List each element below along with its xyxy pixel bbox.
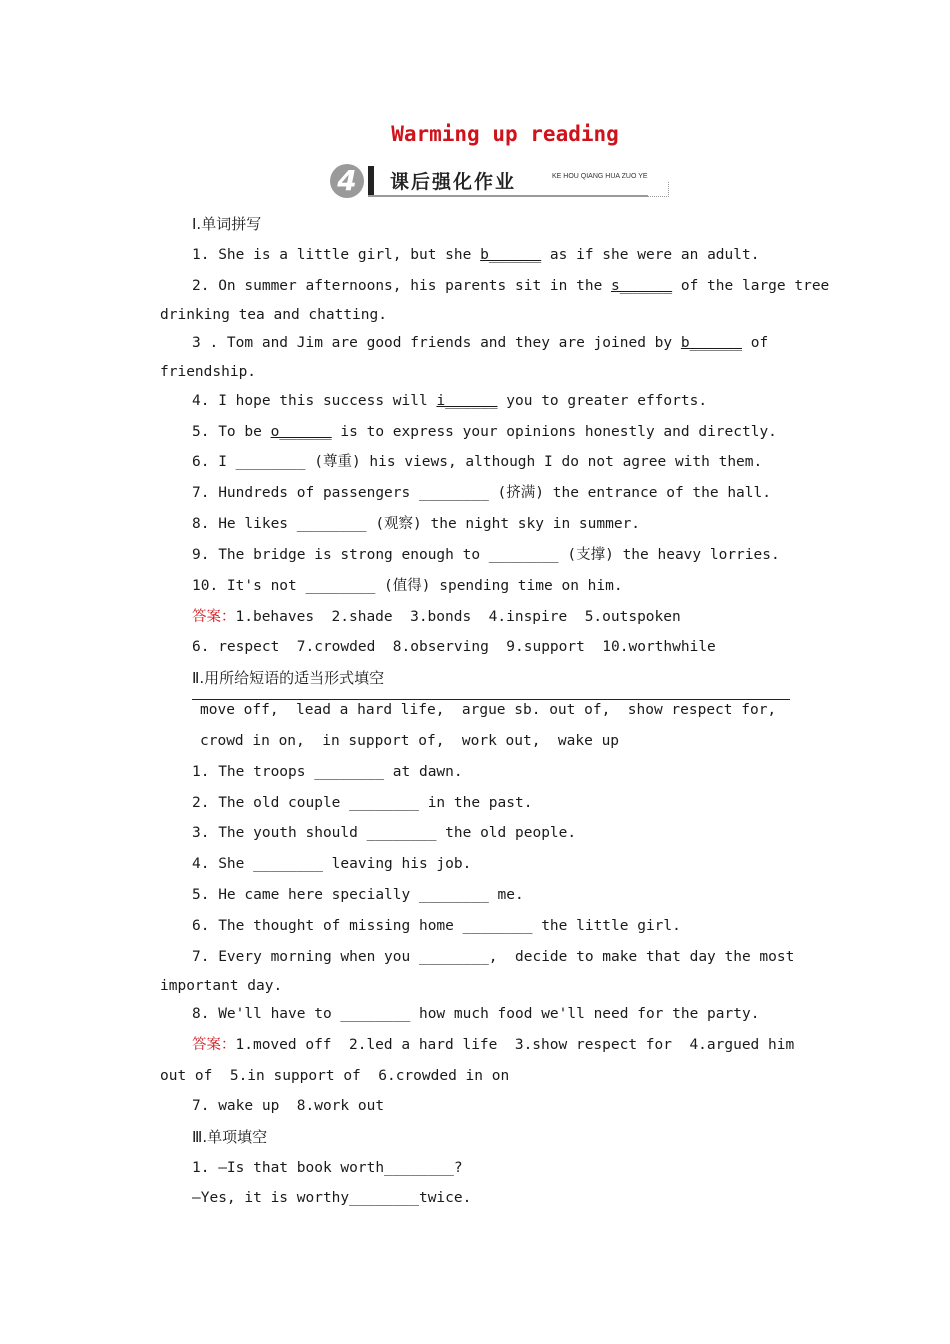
question-continuation: important day. — [160, 978, 283, 994]
question-text: 2. On summer afternoons, his parents sit in the — [192, 278, 612, 294]
section-heading: Ⅲ.单项填空 — [192, 1128, 268, 1146]
answer-blank: o______ — [270, 424, 332, 440]
banner-number-badge: 4 — [330, 164, 364, 198]
page-title: Warming up reading — [391, 122, 619, 146]
question-line: 4. She ________ leaving his job. — [192, 856, 472, 872]
phrase-list: move off, lead a hard life, argue sb. out of, show respect for, — [200, 702, 777, 718]
question-continuation: drinking tea and chatting. — [160, 307, 387, 323]
banner-subtitle: KE HOU QIANG HUA ZUO YE — [552, 173, 648, 180]
answer-label: 答案： — [192, 609, 236, 625]
question-line — [192, 245, 759, 265]
question-line: 8. We'll have to ________ how much food we'll need for the party. — [192, 1006, 760, 1022]
question-text: 4. I hope this success will — [192, 393, 437, 409]
answer-line: out of 5.in support of 6.crowded in on — [160, 1068, 510, 1084]
question-line — [192, 422, 777, 442]
question-text: 5. To be — [192, 424, 271, 440]
answer-text: 1.behaves 2.shade 3.bonds 4.inspire 5.outspoken — [235, 609, 681, 625]
question-text: of — [741, 335, 769, 351]
banner-underline — [368, 195, 648, 197]
question-line: 3. The youth should ________ the old people. — [192, 825, 577, 841]
section-banner — [328, 162, 678, 202]
section-heading: Ⅰ.单词拼写 — [192, 215, 262, 233]
answer-line: 7. wake up 8.work out — [192, 1098, 385, 1114]
banner-divider — [368, 166, 374, 196]
question-text: 1. She is a little girl, but she — [192, 247, 481, 263]
question-continuation: friendship. — [160, 364, 257, 380]
question-text: of the large tree — [672, 278, 830, 294]
answer-blank: i______ — [436, 393, 498, 409]
question-line: 7. Every morning when you ________, decide to make that day the most — [192, 949, 795, 965]
question-line: 8. He likes ________ (观察) the night sky in summer. — [192, 516, 641, 532]
banner-title: 课后强化作业 — [390, 171, 517, 193]
question-line: —Yes, it is worthy________twice. — [192, 1190, 472, 1206]
answer-line — [192, 1035, 794, 1055]
question-line: 1. —Is that book worth________? — [192, 1160, 463, 1176]
answer-blank: b______ — [480, 247, 542, 263]
answer-label: 答案： — [192, 1037, 236, 1053]
question-line — [192, 276, 829, 296]
question-line: 7. Hundreds of passengers ________ (挤满) the entrance of the hall. — [192, 485, 771, 501]
question-line — [192, 333, 768, 353]
section-heading: Ⅱ.用所给短语的适当形式填空 — [192, 669, 385, 687]
banner-dotted-corner — [648, 182, 669, 197]
answer-text: 1.moved off 2.led a hard life 3.show respect for 4.argued him — [235, 1037, 795, 1053]
question-text: as if she were an adult. — [541, 247, 760, 263]
answer-blank: s______ — [611, 278, 673, 294]
question-text: you to greater efforts. — [497, 393, 708, 409]
question-line: 6. I ________ (尊重) his views, although I do not agree with them. — [192, 454, 763, 470]
answer-blank: b______ — [680, 335, 742, 351]
answer-line: 6. respect 7.crowded 8.observing 9.support 10.worthwhile — [192, 639, 716, 655]
question-line: 6. The thought of missing home ________ the little girl. — [192, 918, 681, 934]
question-line — [192, 391, 707, 411]
question-line: 5. He came here specially ________ me. — [192, 887, 524, 903]
phrase-list: crowd in on, in support of, work out, wake up — [200, 733, 620, 749]
question-text: is to express your opinions honestly and directly. — [331, 424, 777, 440]
question-line: 10. It's not ________ (值得) spending time on him. — [192, 578, 623, 594]
question-line: 9. The bridge is strong enough to ________ (支撑) the heavy lorries. — [192, 547, 780, 563]
question-line: 2. The old couple ________ in the past. — [192, 795, 533, 811]
answer-line — [192, 607, 681, 627]
question-text: 3 . Tom and Jim are good friends and they are joined by — [192, 335, 681, 351]
question-line: 1. The troops ________ at dawn. — [192, 764, 463, 780]
